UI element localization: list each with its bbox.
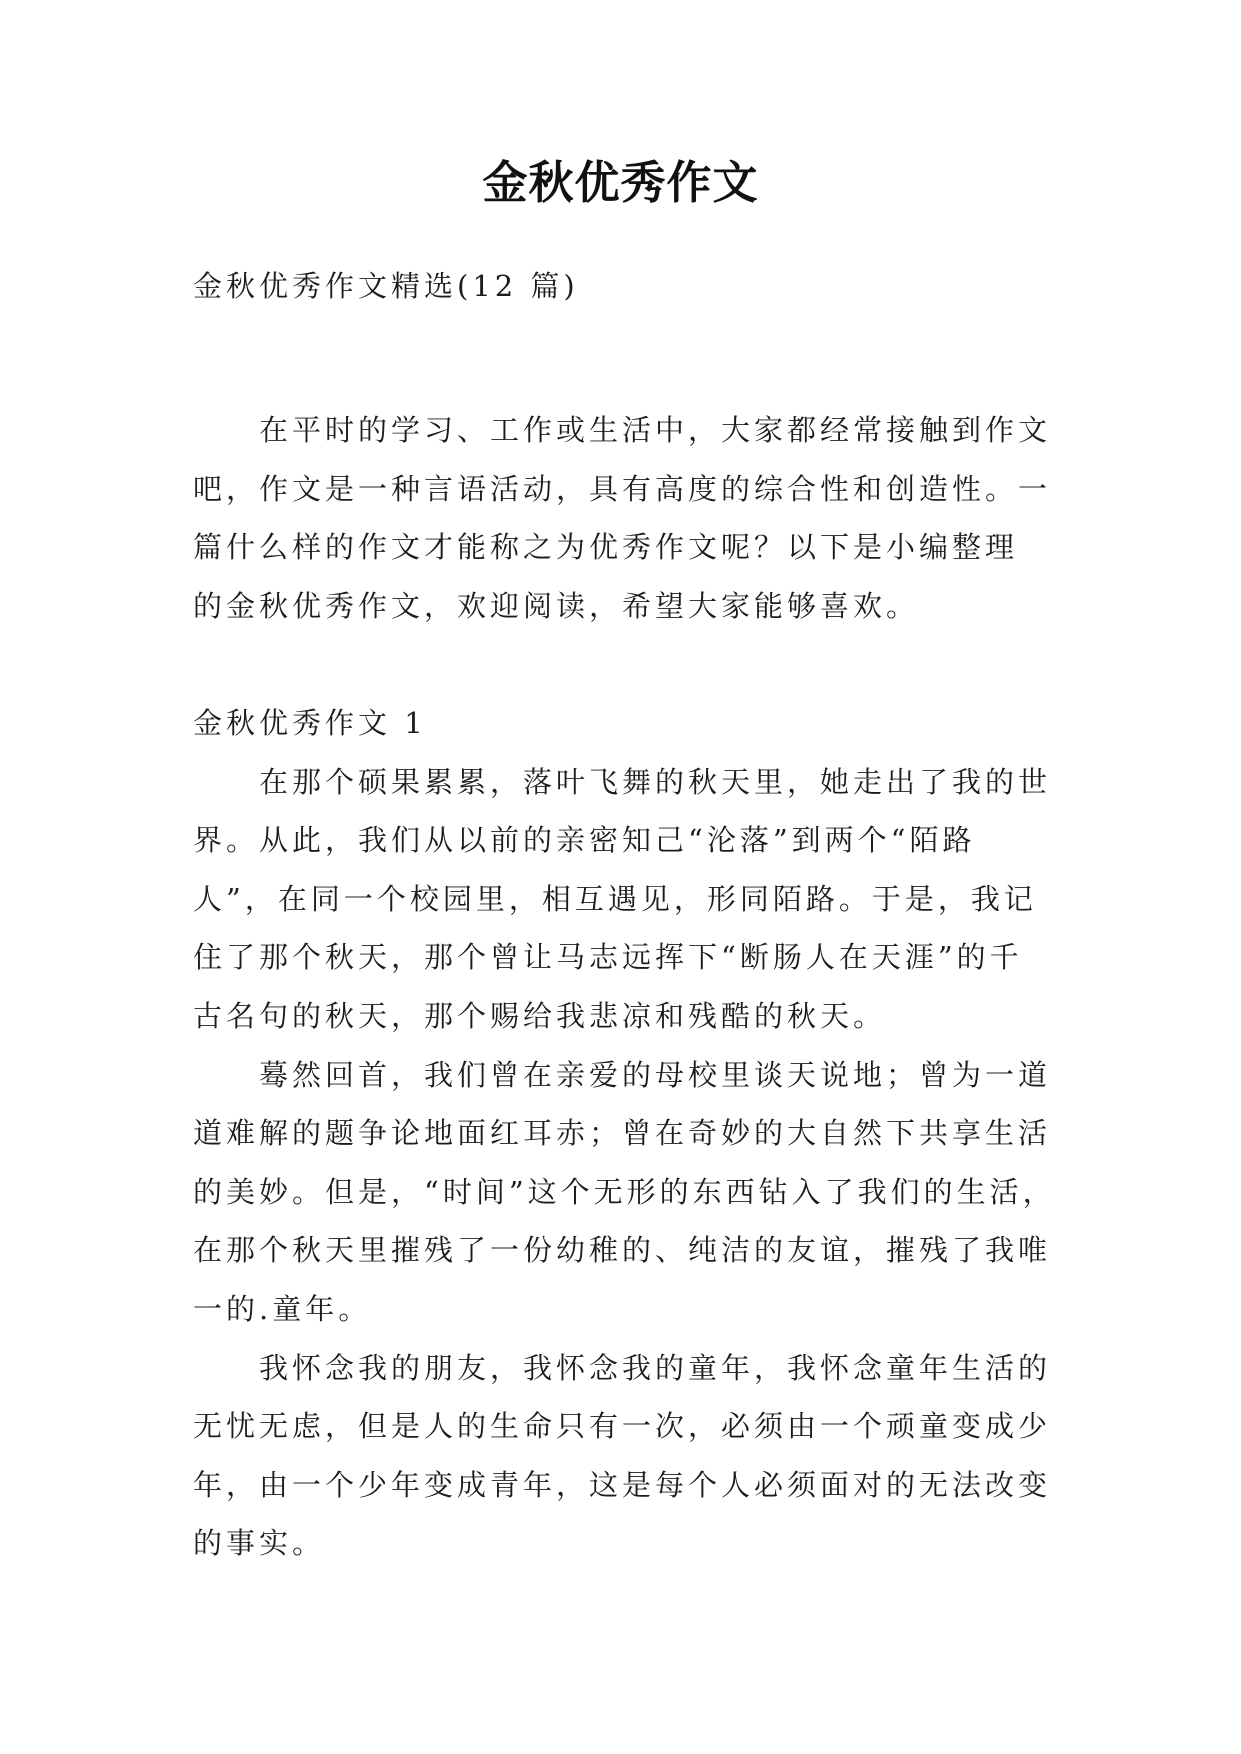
section-heading: 金秋优秀作文 1	[193, 705, 427, 740]
paragraph-line: 一的.童年。	[193, 1291, 372, 1326]
paragraph-line: 蓦然回首，我们曾在亲爱的母校里谈天说地；曾为一道	[259, 1057, 1052, 1092]
paragraph-line: 年，由一个少年变成青年，这是每个人必须面对的无法改变	[193, 1467, 1052, 1502]
essay-section	[193, 694, 1113, 1573]
paragraph-line: 界。从此，我们从以前的亲密知己“沦落”到两个“陌路	[193, 823, 976, 858]
document-title: 金秋优秀作文	[482, 156, 759, 209]
paragraph-line: 的金秋优秀作文，欢迎阅读，希望大家能够喜欢。	[193, 588, 920, 623]
body-paragraph	[193, 1339, 1113, 1573]
paragraph-line: 无忧无虑，但是人的生命只有一次，必须由一个顽童变成少	[193, 1409, 1052, 1444]
paragraph-line: 我怀念我的朋友，我怀念我的童年，我怀念童年生活的	[259, 1350, 1052, 1385]
paragraph-line: 的事实。	[193, 1526, 326, 1561]
paragraph-line: 在平时的学习、工作或生活中，大家都经常接触到作文	[259, 413, 1052, 447]
paragraph-line: 道难解的题争论地面红耳赤；曾在奇妙的大自然下共享生活	[193, 1116, 1052, 1151]
paragraph-line: 吧，作文是一种言语活动，具有高度的综合性和创造性。一	[193, 471, 1052, 506]
paragraph-line: 人”，在同一个校园里，相互遇见，形同陌路。于是，我记	[193, 881, 1037, 916]
intro-paragraph	[193, 401, 1113, 635]
paragraph-line: 古名句的秋天，那个赐给我悲凉和残酷的秋天。	[193, 998, 887, 1033]
body-paragraph	[193, 753, 1113, 1046]
document-body	[193, 401, 1113, 1573]
paragraph-line: 住了那个秋天，那个曾让马志远挥下“断肠人在天涯”的千	[193, 940, 1023, 975]
paragraph-line: 篇什么样的作文才能称之为优秀作文呢？以下是小编整理	[193, 530, 1019, 565]
paragraph-line: 的美妙。但是，“时间”这个无形的东西钻入了我们的生活，	[193, 1174, 1056, 1209]
paragraph-line: 在那个秋天里摧残了一份幼稚的、纯洁的友谊，摧残了我唯	[193, 1233, 1052, 1268]
paragraph-line: 在那个硕果累累，落叶飞舞的秋天里，她走出了我的世	[259, 764, 1052, 799]
document-subtitle: 金秋优秀作文精选(12 篇)	[193, 269, 579, 303]
body-paragraph	[193, 1046, 1113, 1339]
